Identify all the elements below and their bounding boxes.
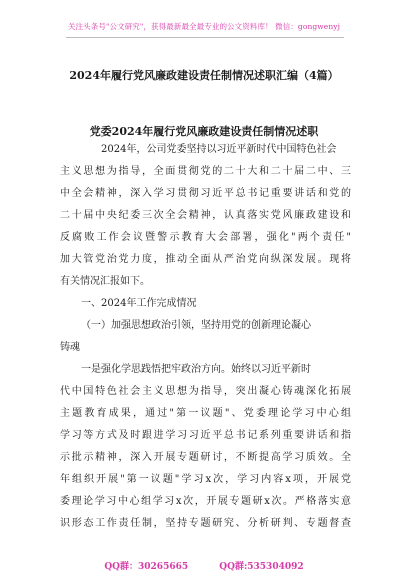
body-line: 加大管党治党力度，推动全面从严治党向纵深发展。现将 <box>60 254 351 265</box>
body-line: 学习等方式及时跟进学习习近平总书记系列重要讲话和指 <box>60 430 351 441</box>
body-line: 代中国特色社会主义思想为指导，突出凝心铸魂深化拓展 <box>60 386 351 397</box>
body-line: 示批示精神，深入开展专题研讨，不断提高学习质效。全 <box>60 452 351 463</box>
footer-contact <box>0 559 408 572</box>
footer-qq-group-2: QQ群:535304092 <box>219 562 304 572</box>
body-line: 2024年，公司党委坚持以习近平新时代中国特色社会 <box>101 144 337 155</box>
header-divider <box>66 37 344 38</box>
body-line: 识形态工作责任制，坚持专题研究、分析研判、专题督查 <box>60 518 351 529</box>
body-line: 二十届中央纪委三次全会精神，认真落实党风廉政建设和 <box>60 210 351 221</box>
heading-level2-cont: 铸魂 <box>60 342 80 353</box>
heading-level2: （一）加强思想政治引领，坚持用党的创新理论凝心 <box>81 320 311 331</box>
heading-level1: 一、2024年工作完成情况 <box>81 298 197 309</box>
body-line: 一是强化学思践悟把牢政治方向。始终以习近平新时 <box>81 364 311 375</box>
body-line: 主题教育成果，通过"第一议题"、党委理论学习中心组 <box>60 408 351 419</box>
section-title: 党委2024年履行党风廉政建设责任制情况述职 <box>89 125 319 138</box>
body-line: 有关情况汇报如下。 <box>60 276 150 287</box>
body-line: 主义思想为指导，全面贯彻党的二十大和二十届二中、三 <box>60 166 351 177</box>
body-line: 中全会精神，深入学习贯彻习近平总书记重要讲话和党的 <box>60 188 351 199</box>
body-line: 委理论学习中心组学习x次，开展专题研x次。严格落实意 <box>60 496 351 507</box>
body-line: 年组织开展"第一议题"学习x次，学习内容x项，开展党 <box>60 474 351 485</box>
body-line: 反腐败工作会议暨警示教育大会部署，强化"两个责任" <box>60 232 351 243</box>
document-title: 2024年履行党风廉政建设责任制情况述职汇编（4篇） <box>69 69 339 82</box>
header-promo-text: 关注头条号"公文研究"，获得最新最全最专业的公文资料库！ 微信：gongwenyj <box>67 22 341 31</box>
footer-qq-group-1: QQ群：30265665 <box>104 562 189 572</box>
